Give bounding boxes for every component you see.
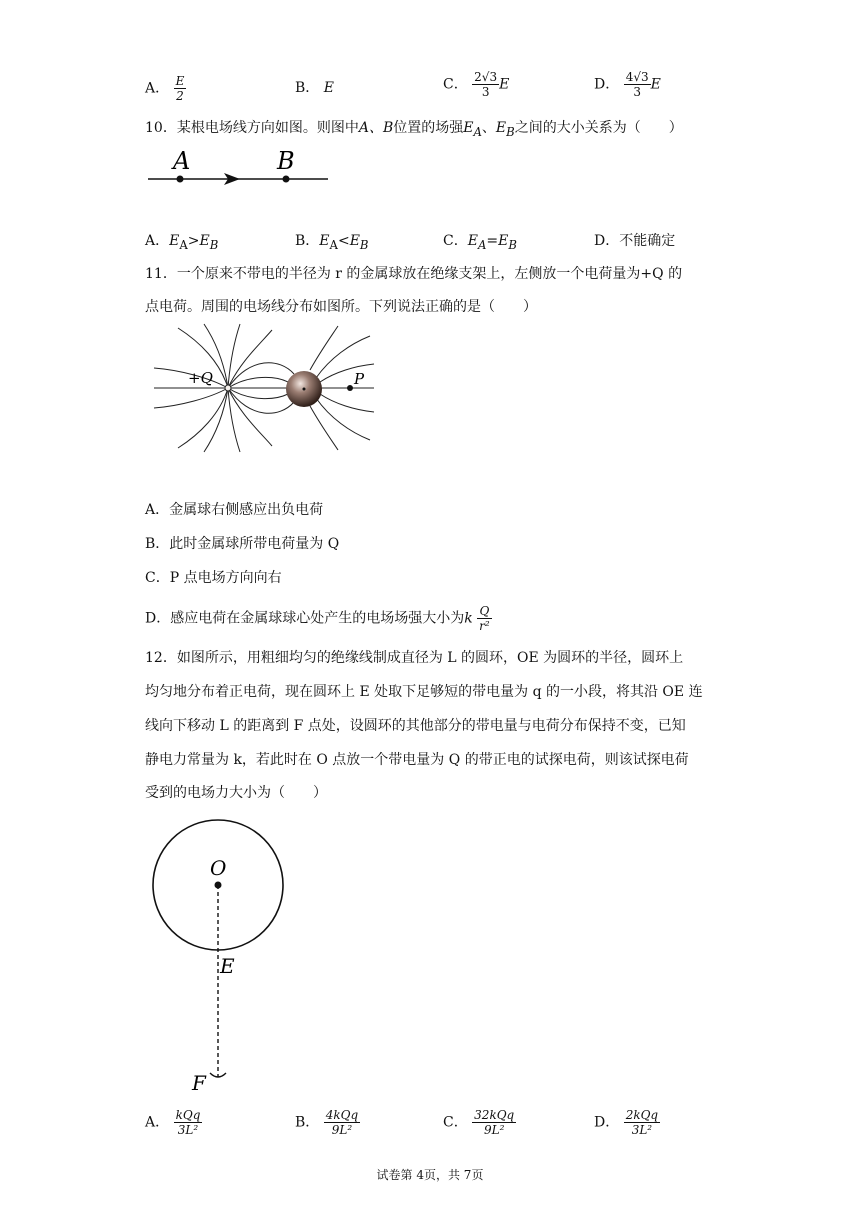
q11-stem-line2: 点电荷。周围的电场线分布如图所。下列说法正确的是（ ） <box>145 299 537 315</box>
page-footer: 试卷第 4页，共 7页 <box>376 1168 484 1182</box>
label-f: F <box>192 1071 206 1095</box>
ball-center <box>303 388 306 391</box>
p-label: P <box>354 370 365 388</box>
fraction: $\frac{\text{2kQq}}{\text{3L²}}$ <box>625 1108 659 1137</box>
option-label: D． <box>594 76 620 93</box>
fraction: $\frac{4√3}{3}$ <box>625 70 649 99</box>
point-charge <box>225 385 231 391</box>
q10-field-line-diagram <box>140 145 340 190</box>
q12-stem-line3: 线向下移动 L 的距离到 F 点处，设圆环的其他部分的带电量与电荷分布保持不变，已知 <box>145 718 686 734</box>
q12-stem-line5: 受到的电场力大小为（ ） <box>145 785 327 801</box>
q12-option-d[interactable]: D． $\frac{\text{2kQq}}{\text{3L²}}$ <box>594 1108 659 1137</box>
option-text: E <box>323 80 334 96</box>
point-b <box>283 176 290 183</box>
q11-option-a[interactable]: A．金属球右侧感应出负电荷 <box>145 502 324 518</box>
q11-option-b[interactable]: B．此时金属球所带电荷量为 Q <box>145 536 340 552</box>
q9-option-d[interactable]: D． $\frac{4√3}{3}$ E <box>594 70 661 99</box>
point-a <box>177 176 184 183</box>
center-o <box>215 882 222 889</box>
q9-option-a[interactable] <box>145 74 186 103</box>
label-e: E <box>220 954 235 978</box>
charge-label: +Q <box>188 369 213 387</box>
fraction: $\frac{\text{4kQq}}{\text{9L²}}$ <box>325 1108 359 1137</box>
q12-stem-line2: 均匀地分布着正电荷，现在圆环上 E 处取下足够短的带电量为 q 的一小段，将其沿 OE 连 <box>145 684 703 700</box>
q10-stem: 10．某根电场线方向如图。则图中A、B位置的场强$E_A$、$E_B$之间的大小关系为（ ） <box>145 120 683 139</box>
q11-option-c[interactable]: C．P 点电场方向向右 <box>145 570 282 586</box>
q10-option-a[interactable]: A．$E_A>E_B$ <box>145 233 219 252</box>
q10-option-b[interactable]: B．$E_A<E_B$ <box>295 233 369 252</box>
fraction: $\frac{E}{2}$ <box>175 74 185 103</box>
q10-option-d[interactable]: D．不能确定 <box>594 233 676 249</box>
fraction: $\frac{\text{kQq}}{\text{3L²}}$ <box>175 1108 201 1137</box>
q12-option-a[interactable]: A． $\frac{\text{kQq}}{\text{3L²}}$ <box>145 1108 201 1137</box>
q12-stem-line4: 静电力常量为 k，若此时在 O 点放一个带电量为 Q 的带正电的试探电荷，则该试探电荷 <box>145 752 689 768</box>
q11-field-diagram <box>150 322 380 472</box>
label-b: B <box>277 147 295 175</box>
q9-option-c[interactable]: C． $\frac{2√3}{3}$ E <box>443 70 510 99</box>
option-label: B． <box>295 80 320 96</box>
q10-option-c[interactable]: C．$E_A=E_B$ <box>443 233 517 252</box>
q12-option-c[interactable]: C． $\frac{\text{32kQq}}{\text{9L²}}$ <box>443 1108 515 1137</box>
fraction: $\frac{Q}{\text{r²}}$ <box>479 604 490 633</box>
option-label: A． <box>145 80 170 97</box>
q11-stem-line1: 11．一个原来不带电的半径为 r 的金属球放在绝缘支架上，左侧放一个电荷量为+Q 的 <box>145 266 683 282</box>
fraction: $\frac{\text{32kQq}}{\text{9L²}}$ <box>474 1108 515 1137</box>
q9-option-b[interactable] <box>295 78 334 98</box>
q12-ring-diagram <box>140 815 300 1095</box>
point-p <box>347 385 353 391</box>
fraction: $\frac{2√3}{3}$ <box>474 70 498 99</box>
q12-option-b[interactable]: B． $\frac{\text{4kQq}}{\text{9L²}}$ <box>295 1108 359 1137</box>
label-o: O <box>210 856 227 880</box>
q12-stem-line1: 12．如图所示，用粗细均匀的绝缘线制成直径为 L 的圆环，OE 为圆环的半径，圆环上 <box>145 650 684 666</box>
q11-option-d[interactable]: D．感应电荷在金属球球心处产生的电场场强大小为k $\frac{Q}{\text{r²}}$ <box>145 604 490 633</box>
field-lines <box>154 324 374 452</box>
label-a: A <box>173 147 191 175</box>
option-label: C． <box>443 76 468 93</box>
